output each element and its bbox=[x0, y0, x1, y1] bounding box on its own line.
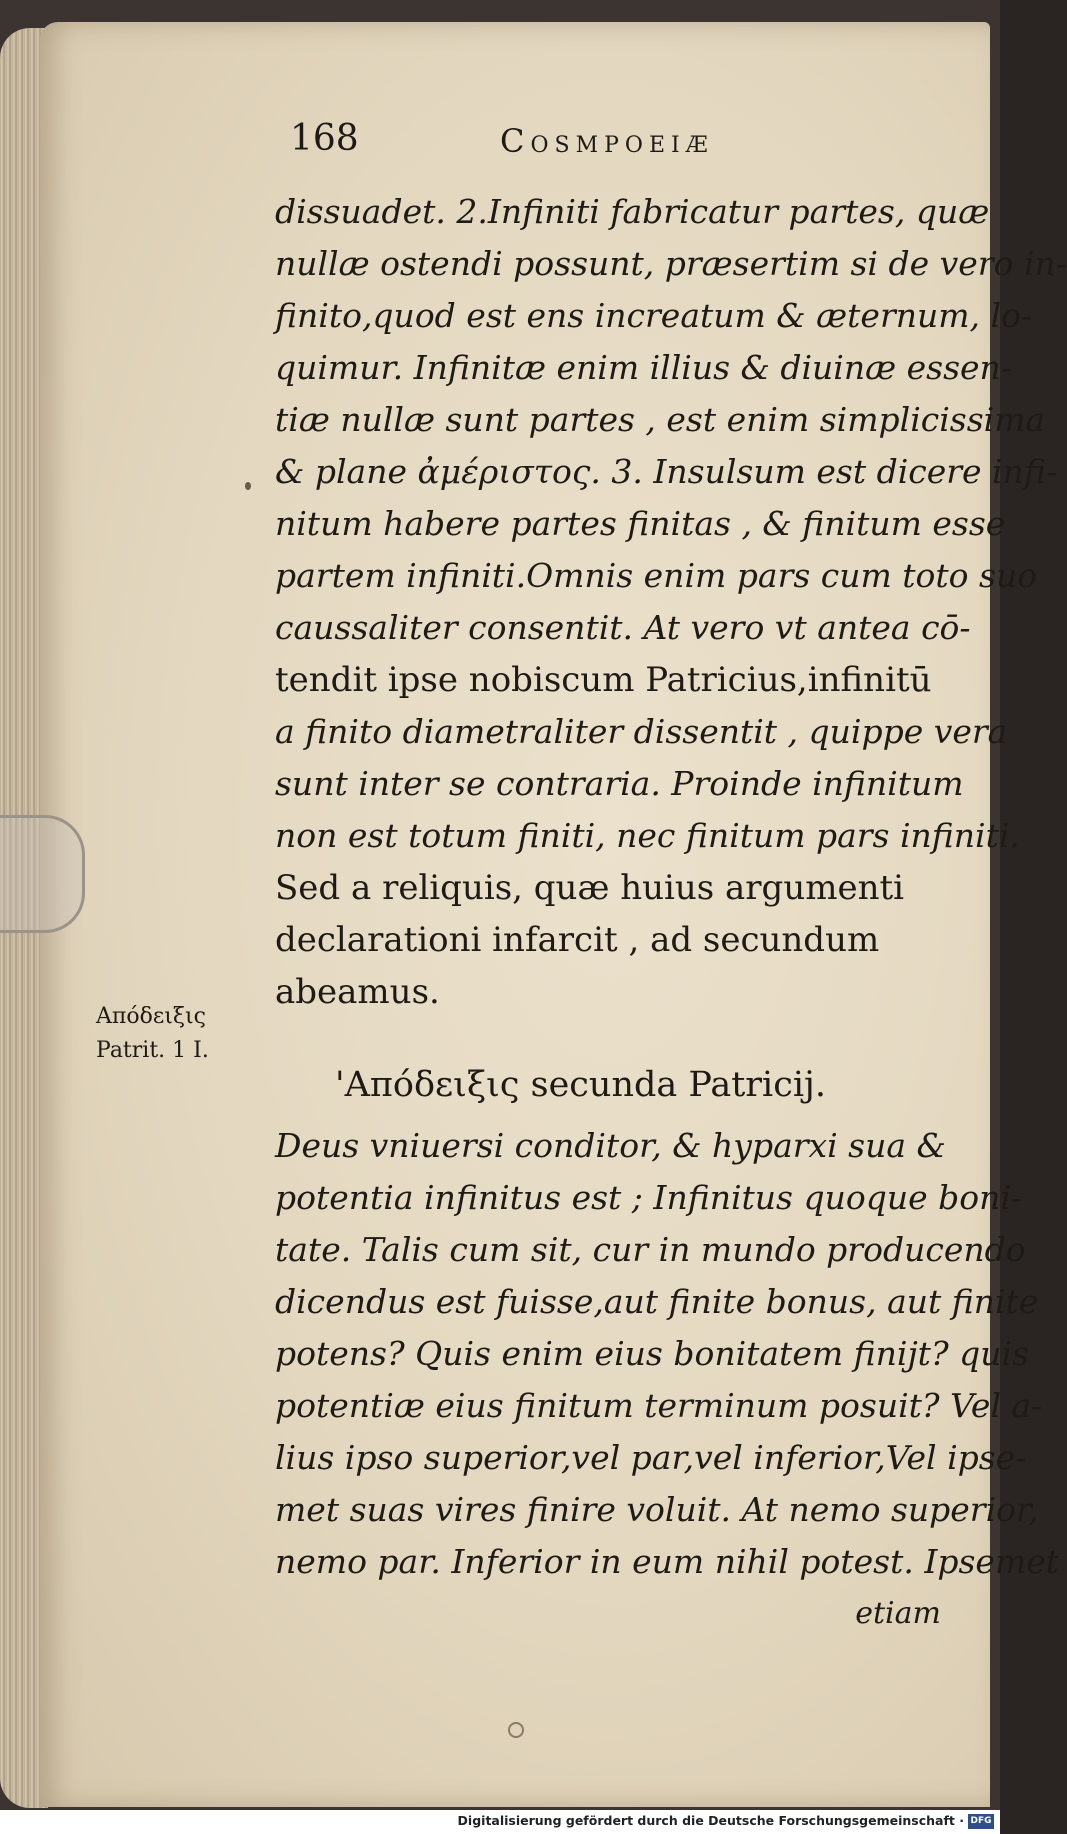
section-heading: 'Απόδειξις secunda Patricij. bbox=[335, 1065, 826, 1105]
text-line: nemo par. Inferior in eum nihil potest. Ipsemet bbox=[275, 1542, 1060, 1581]
running-title: Cosmpoeiæ bbox=[500, 122, 714, 160]
text-line: a finito diametraliter dissentit , quippe vera bbox=[275, 712, 1008, 751]
text-line: dicendus est fuisse,aut finite bonus, aut finite bbox=[275, 1282, 1039, 1321]
text-line: potentia infinitus est ; Infinitus quoque boni- bbox=[275, 1178, 1023, 1217]
footer-bar bbox=[0, 1810, 1000, 1834]
text-line: tiæ nullæ sunt partes , est enim simplicissima bbox=[275, 400, 1046, 439]
text-line: Deus vniuersi conditor, & hyparxi sua & bbox=[275, 1126, 946, 1165]
text-line: caussaliter consentit. At vero vt antea cō- bbox=[275, 608, 971, 647]
text-line: lius ipso superior,vel par,vel inferior,Vel ipse- bbox=[275, 1438, 1027, 1477]
margin-note-line: Απόδειξις bbox=[96, 1004, 206, 1029]
text-line: nullæ ostendi possunt, præsertim si de vero in- bbox=[275, 244, 1067, 283]
text-line: dissuadet. 2.Infiniti fabricatur partes, quæ bbox=[275, 192, 990, 231]
text-line: partem infiniti.Omnis enim pars cum toto suo bbox=[275, 556, 1038, 595]
text-line: & plane ἀμέριστος. 3. Insulsum est dicere infi- bbox=[275, 452, 1058, 491]
text-line: met suas vires finire voluit. At nemo superior, bbox=[275, 1490, 1039, 1529]
text-line: potens? Quis enim eius bonitatem finijt? quis bbox=[275, 1334, 1029, 1373]
dfg-logo-icon: DFG bbox=[968, 1814, 994, 1829]
text-line: quimur. Infinitæ enim illius & diuinæ essen- bbox=[275, 348, 1012, 387]
page-mark bbox=[508, 1722, 524, 1738]
text-line: tendit ipse nobiscum Patricius,infinitū bbox=[275, 660, 932, 700]
text-line: sunt inter se contraria. Proinde infinitum bbox=[275, 764, 964, 803]
page-number: 168 bbox=[290, 118, 359, 159]
catchword: etiam bbox=[855, 1596, 941, 1631]
text-line: nitum habere partes finitas , & finitum esse bbox=[275, 504, 1006, 543]
text-line: declarationi infarcit , ad secundum bbox=[275, 920, 880, 960]
text-line: tate. Talis cum sit, cur in mundo producendo bbox=[275, 1230, 1026, 1269]
funding-credit: Digitalisierung gefördert durch die Deutsche Forschungsgemeinschaft · bbox=[457, 1813, 964, 1828]
margin-note bbox=[96, 1000, 246, 1068]
text-line: finito,quod est ens increatum & æternum, lo- bbox=[275, 296, 1033, 335]
margin-note-line: Patrit. 1 I. bbox=[96, 1038, 209, 1063]
text-line: non est totum finiti, nec finitum pars infiniti. bbox=[275, 816, 1020, 855]
text-block bbox=[275, 186, 1067, 1640]
ink-speck bbox=[245, 482, 251, 490]
page-clip bbox=[0, 815, 85, 933]
page-header bbox=[290, 118, 850, 168]
paragraph-gap bbox=[275, 1018, 955, 1050]
text-line: Sed a reliquis, quæ huius argumenti bbox=[275, 868, 905, 908]
text-line: abeamus. bbox=[275, 972, 440, 1012]
text-line: potentiæ eius finitum terminum posuit? Vel a- bbox=[275, 1386, 1043, 1425]
